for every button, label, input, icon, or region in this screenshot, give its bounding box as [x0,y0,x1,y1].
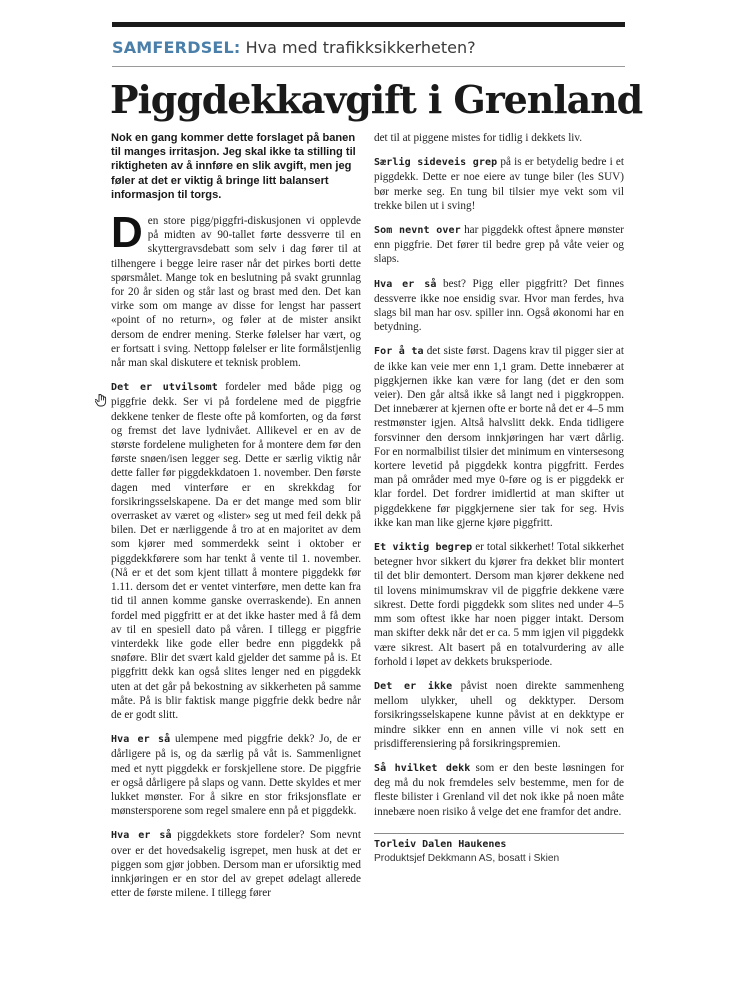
paragraph-lede: Så hvilket dekk [374,762,471,774]
body-text: er total sikkerhet! Total sikkerhet betegner hvor sikkert du kjører fra dekket blir montert til det blir demontert. Dersom man kjører dekkene ned til lovens minimumskrav vil de piggfrie dekkene være sikrest. Dette fordi piggdekk som slites ned under 4–5 mm som oftest ikke har noen pigger intakt. Dersom man skifter dekk når det er ca. 5 mm igjen vil piggdekk være sikrest. Alt basert på en totalvurdering av alle forhold i løpet av dekkets bruksperiode. [374,541,624,668]
body-paragraph-2 [111,380,361,722]
body-paragraph-8 [374,277,624,335]
paragraph-lede: Hva er så [111,830,172,842]
column-right [374,131,624,866]
paragraph-lede: Særlig sideveis grep [374,157,498,169]
body-paragraph-10 [374,540,624,669]
body-paragraph-6 [374,155,624,213]
body-text: har piggdekk oftest åpnere mønster enn piggfrie. Det fører til bedre grep på våte veier og slaps. [374,224,624,266]
paragraph-lede: Hva er så [374,278,437,290]
paragraph-lede: Som nevnt over [374,225,461,237]
body-paragraph-11 [374,679,624,751]
body-paragraph-4 [111,828,361,900]
paragraph-lede: For å ta [374,346,424,358]
paragraph-lede: Det er utvilsomt [111,382,218,394]
body-paragraph-7 [374,223,624,267]
body-text: på is er betydelig bedre i et piggdekk. Dette er noe eiere av tunge biler (les SUV) bør merke seg. En tung bil tilsier mye vekt som vil trekke bilen ut i sving! [374,156,624,212]
hand-cursor-icon [95,393,107,407]
body-paragraph-9 [374,344,624,530]
column-left [111,131,361,910]
body-text: som er den beste løsningen for deg må du nok fremdeles selv bestemme, men for de fleste bilister i Grenland vil det nok ikke på noen måte innebære noen risiko å velge det ene framfor det andre. [374,761,624,818]
kicker-section: SAMFERDSEL: [112,38,241,57]
body-text: det siste først. Dagens krav til pigger sier at de ikke kan veie mer enn 1,1 gram. Dette innebærer at piggkjernen ikke kan være for lang (det er den som veier). Den går altså ikke så langt ned i piggkroppen. Det innebærer at kjernen ofte er borte nå det er 4–5 mm restmønster igjen. Altså halvslitt dekk. Enda tidligere forsvinner den dersom innkjøringen har vært dårlig. For en normalbilist tilsier det minimum en vintersesong kortere levetid på piggdekk kontra piggfritt. Ferdes man på områder med mye 0-føre og is er piggdekk er klar fordel. Det fordrer imidlertid at man skifter ut piggdekkene før piggkjernene sier tak for seg. Hvis ikke kan man like gjerne kjøre piggfritt. [374,345,624,529]
body-paragraph-3 [111,732,361,818]
body-text: påvist noen direkte sammenheng mellom ulykker, uhell og dekktyper. Dersom forsikringsselskapene kunne påvist at en dekktype er mindre sikker enn en annen ville vi nok sett en prisdifferensiering på forsikringspremien. [374,679,625,750]
paragraph-lede: Hva er så [111,734,171,746]
headline: Piggdekkavgift i Grenland [110,77,643,122]
body-text: piggdekkets store fordeler? Som nevnt over er det hovedsakelig isgrepet, men husk at det er piggen som gjør jobben. Dersom man er uforsiktig med innkjøringen er en stor del av grepet ødelagt allerede etter de første milene. I tillegg fører [111,829,361,900]
body-text: fordeler med både pigg og piggfrie dekk. Ser vi på fordelene med de piggfrie dekkene tenker de fleste ofte på komforten, og da først og fremst det lave lydnivået. Allikevel er en av de største fordelene muligheten for å montere dem før den første snøen/isen legger seg. Dette er særlig viktig når dette faller før piggdekkdatoen 1. november. Den første dagen med vinterføre er en skrekkdag for forsikringsselskapene. Da er det mange med som blir overrasket av været og «lister» seg ut med feil dekk på bilen. Det er nærliggende å tro at en majoritet av dem som kjører med sommerdekk seint i oktober er piggdekkførere som har tenkt å vente til 1. november. (Nå er et det som kjent tillatt å montere piggdekk før 1.11. dersom det er ventet vinterføre, men dette kan fra tid til annen komme ganske overraskende). En annen fordel med piggfritt er at det ikke haster med å få dem av til en spesiell dato på våren. I tillegg er piggfrie vinterdekk like gode eller bedre enn piggdekk på snøføre. Blir det svært kald gjelder det samme på is. Et piggfritt dekk kan også slites lenger ned en piggdekk uten at det går på bekostning av sikkerheten på samme måte. På is blir faktisk mange piggfrie dekk bedre når de er godt slitt. [111,381,361,721]
kicker-rule [112,66,625,67]
byline-title: Produktsjef Dekkmann AS, bosatt i Skien [374,852,560,864]
body-paragraph-12 [374,761,624,819]
paragraph-lede: Det er ikke [374,680,453,692]
byline-name: Torleiv Dalen Haukenes [374,838,507,850]
byline-rule [374,833,624,834]
top-rule [112,22,625,27]
paragraph-lede: Et viktig begrep [374,542,473,554]
body-paragraph-5: det til at piggene mistes for tidlig i dekkets liv. [374,132,583,144]
kicker [112,35,625,61]
kicker-subject: Hva med trafikksikkerheten? [245,38,476,57]
dropcap: D [111,208,143,258]
body-text: best? Pigg eller piggfritt? Det finnes dessverre ikke noe ensidig svar. Hvor man ferdes, hva slags bil man har osv. spiller inn. Også økonomi har en betydning. [374,277,624,334]
body-text: en store pigg/piggfri-diskusjonen vi opplevde på midten av 90-tallet førte dessverre til en skyttergravsdebatt som selv i dag fører til at tilhengere i begge leire raser når det pirkes borti dette spørsmålet. Mange tok en beslutning på svakt grunnlag for 20 år siden og står last og brast med den. Det kan virke som om mange av disse for lengst har passert «point of no return», og føler at de mister ansikt dersom de endrer mening. Sterke følelser har vært, og er fortsatt i sving. Nettopp følelser er lite formålstjenlig når man skal diskutere et teknisk problem. [111,215,361,370]
lead-paragraph: Nok en gang kommer dette forslaget på banen til manges irritasjon. Jeg skal ikke ta stilling til riktigheten av å innføre en slik avgift, men jeg føler at det er viktig å bringe litt balansert informasjon til torgs. [111,132,356,201]
body-text: ulempene med piggfrie dekk? Jo, de er dårligere på is, og da særlig på våt is. Sammenlignet med et nytt piggdekk er forskjellene store. De piggfrie er også dårligere på slaps og vann. Dette skyldes et mer lukket mønster. For å sikre en stor friksjonsflate er mønstersporene som regel smalere enn på et piggdekk. [111,733,361,818]
body-paragraph-1 [111,208,361,370]
